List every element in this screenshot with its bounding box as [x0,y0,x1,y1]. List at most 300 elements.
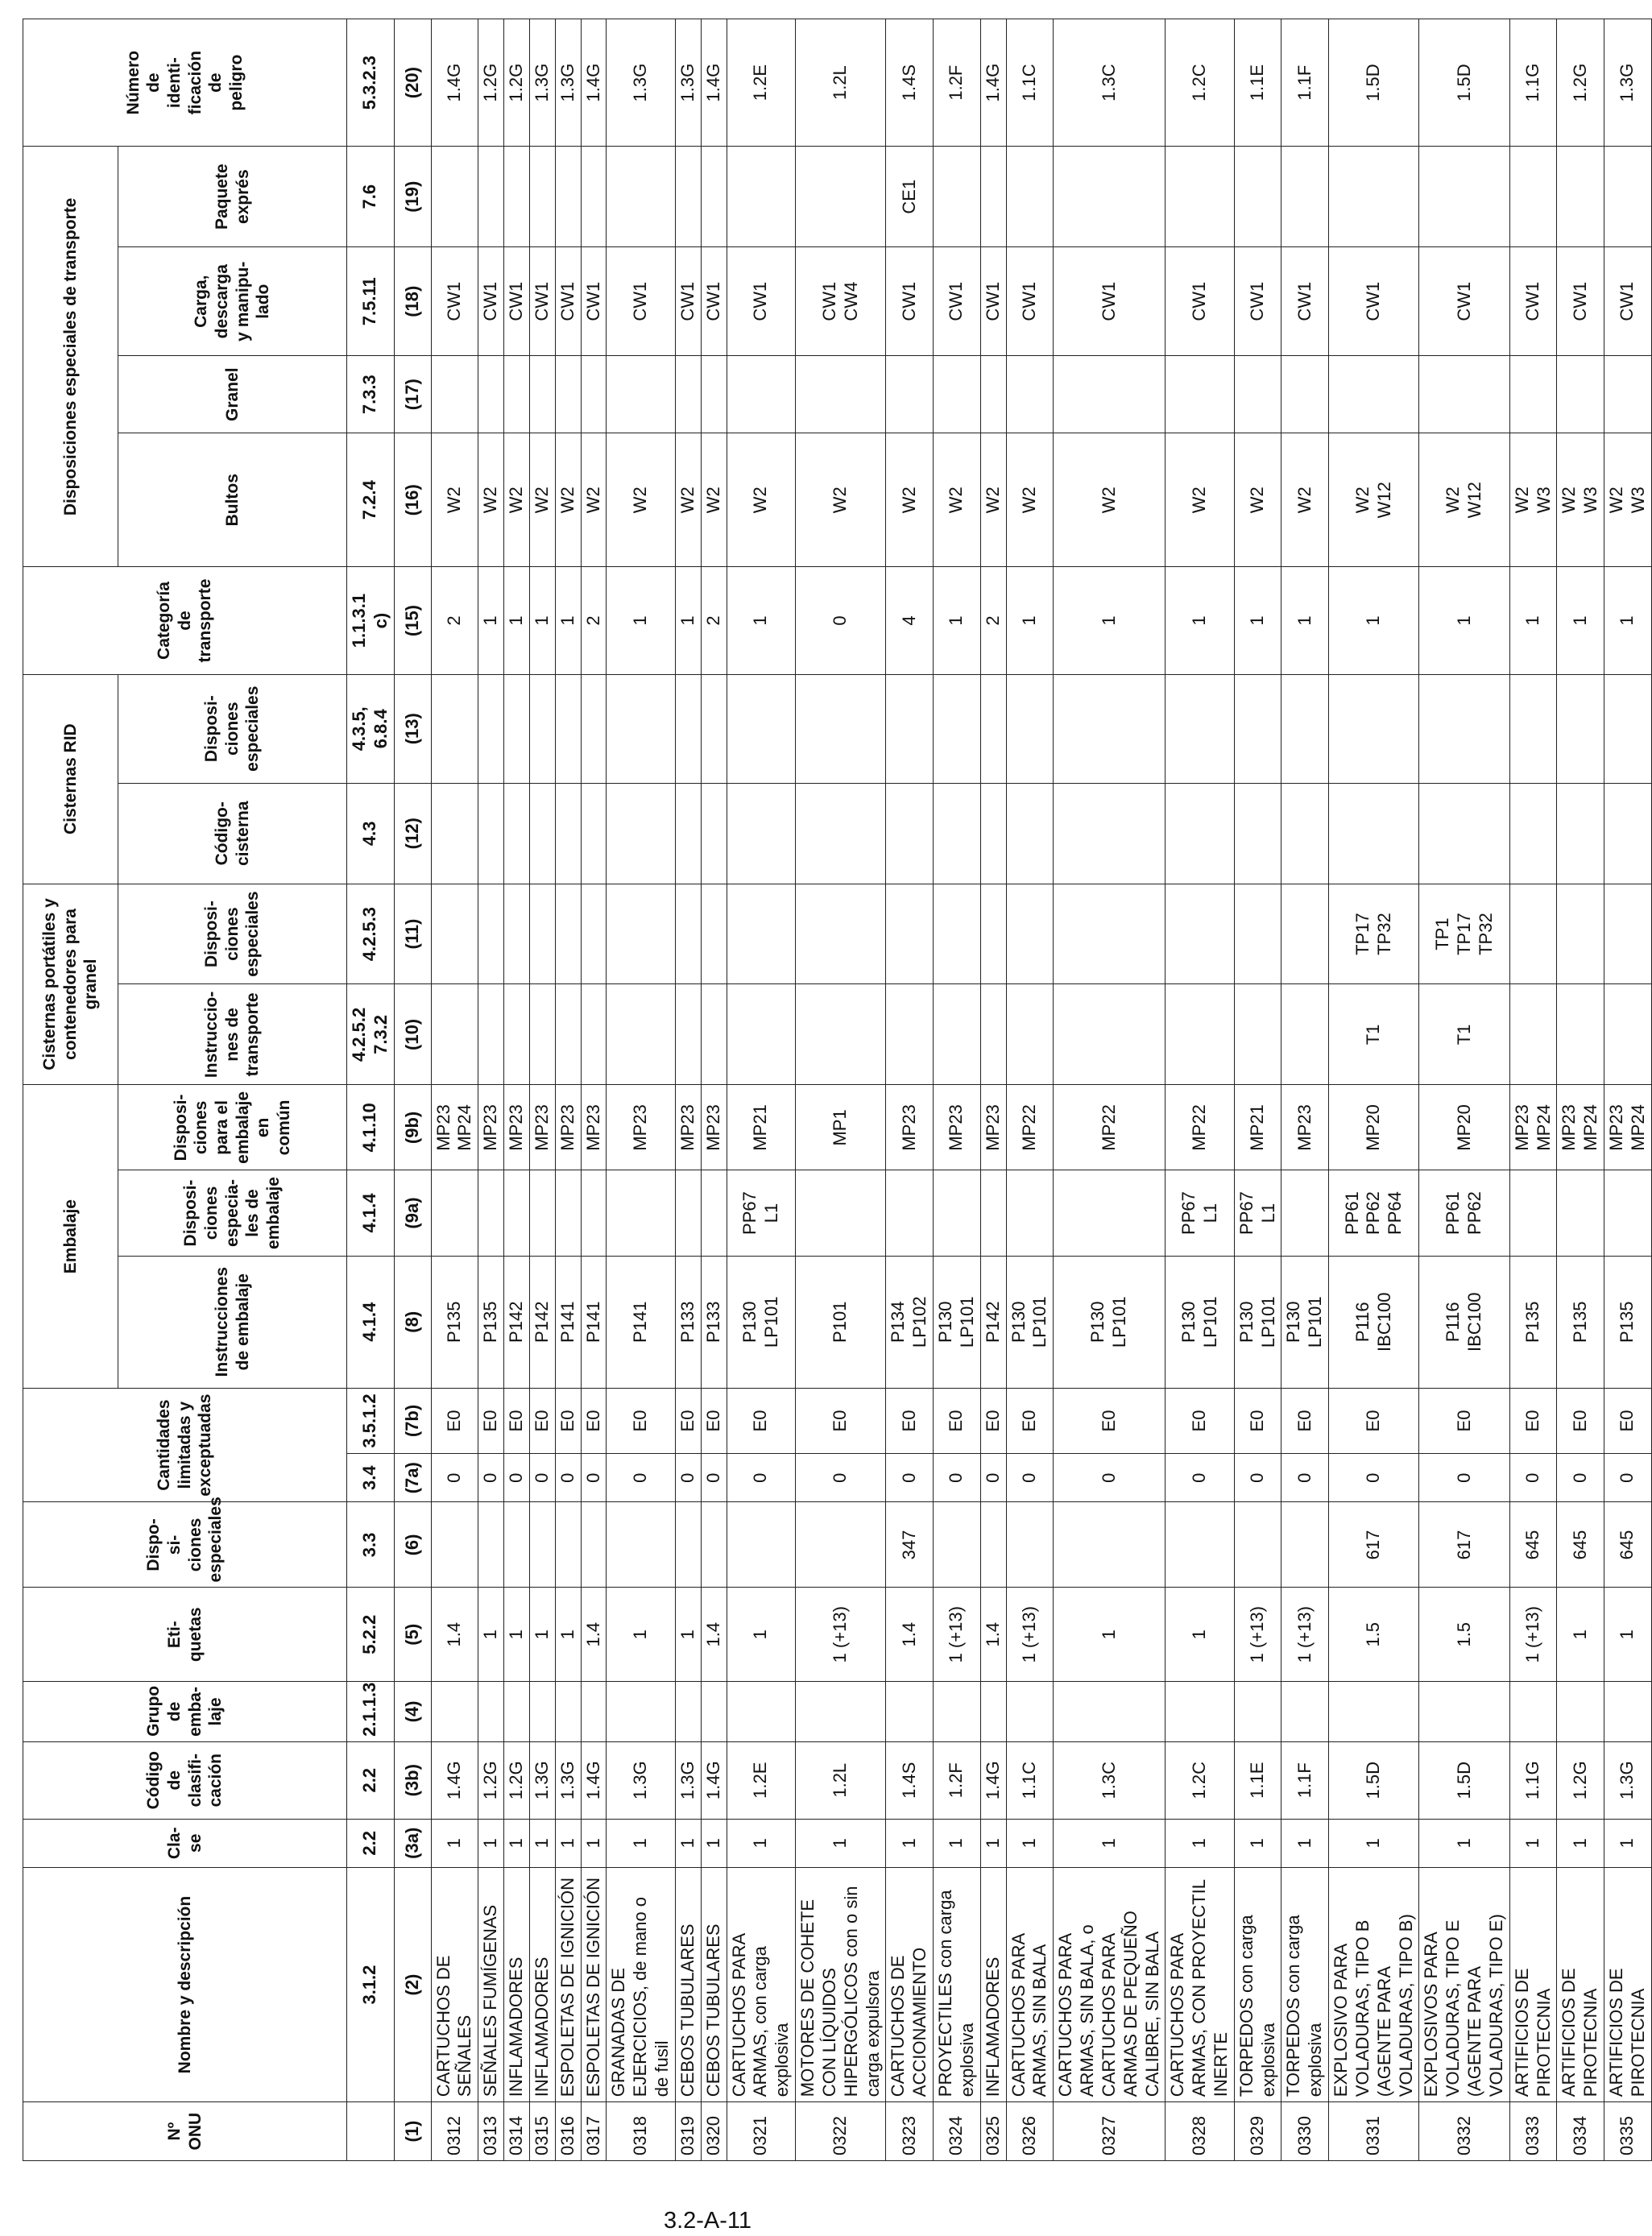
table-cell: W2 [1006,433,1054,567]
table-cell: CW1 CW4 [796,247,886,356]
table-cell: W2 [1234,433,1281,567]
table-cell: 1.4G [581,19,607,147]
table-cell: 2.1.1.3 [347,1682,395,1742]
table-cell [1604,783,1652,884]
table-cell: 1 [980,1819,1006,1867]
table-cell: 1 [555,1588,581,1682]
table-cell: E0 [529,1388,555,1453]
table-cell [478,984,504,1085]
table-cell [504,1682,530,1742]
table-cell [478,356,504,433]
table-cell [607,1682,675,1742]
table-row [796,19,886,2161]
table-cell [555,1682,581,1742]
table-cell: 617 [1329,1502,1419,1588]
table-cell: W2 [727,433,795,567]
table-cell [1557,1682,1604,1742]
table-cell [431,783,478,884]
table-cell: CW1 [1234,247,1281,356]
table-cell: P141 [581,1256,607,1388]
table-cell [934,884,981,984]
table-cell [607,674,675,783]
table-row [701,19,727,2161]
table-cell: (19) [394,147,431,247]
table-cell [701,1682,727,1742]
table-row [504,19,530,2161]
table-cell [1509,1682,1557,1742]
table-cell [727,1502,795,1588]
table-cell [934,1502,981,1588]
table-cell: W2 [607,433,675,567]
table-cell: E0 [1557,1388,1604,1453]
table-cell: P133 [675,1256,701,1388]
table-cell: E0 [980,1388,1006,1453]
table-cell: CW1 [727,247,795,356]
table-cell: 1.1C [1006,19,1054,147]
table-cell: 1 [478,1588,504,1682]
table-cell: CW1 [581,247,607,356]
table-cell: E0 [1166,1388,1234,1453]
table-cell: P133 [701,1256,727,1388]
table-cell [529,1502,555,1588]
table-cell: 0334 [1557,2102,1604,2161]
table-cell: CARTUCHOS PARA ARMAS, con carga explosiva [727,1867,795,2101]
table-cell: 0332 [1419,2102,1509,2161]
table-cell [1509,356,1557,433]
table-cell: PROYECTILES con carga explosiva [934,1867,981,2101]
table-cell: (16) [394,433,431,567]
table-cell: 1 [1234,1819,1281,1867]
table-cell: CW1 [607,247,675,356]
table-cell: P135 [478,1256,504,1388]
table-cell [1604,1682,1652,1742]
table-cell [1234,984,1281,1085]
table-cell: 1.4 [980,1588,1006,1682]
table-cell: 1.4S [886,19,934,147]
table-row [1557,19,1604,2161]
table-cell: 1 [1557,1588,1604,1682]
table-cell: T1 [1419,984,1509,1085]
table-cell [796,1682,886,1742]
table-cell: E0 [934,1388,981,1453]
table-cell: P130 LP101 [1234,1256,1281,1388]
table-cell: P135 [1604,1256,1652,1388]
table-cell [701,984,727,1085]
table-cell [675,783,701,884]
table-cell: 0315 [529,2102,555,2161]
table-cell: 3.4 [347,1454,395,1502]
table-cell: 0 [796,567,886,674]
table-cell: CW1 [934,247,981,356]
header-grupo: Grupo de emba- laje [23,1682,347,1742]
table-cell [529,356,555,433]
table-cell: 0 [529,1454,555,1502]
table-cell: (12) [394,783,431,884]
table-cell: 1.4G [431,19,478,147]
table-cell [607,884,675,984]
table-cell: 0324 [934,2102,981,2161]
table-cell: 7.2.4 [347,433,395,567]
table-cell [555,674,581,783]
table-cell [529,1682,555,1742]
table-cell [980,783,1006,884]
table-cell: 1.3G [555,19,581,147]
table-cell [934,984,981,1085]
table-cell [1419,674,1509,783]
table-cell: W2 W3 [1509,433,1557,567]
header-cisternas-portatiles: Cisternas portátiles y contenedores para granel [23,884,118,1085]
table-cell: P130 LP101 [1281,1256,1329,1388]
table-cell: 1 [1604,567,1652,674]
table-cell: 0 [1054,1454,1166,1502]
table-cell: 1.4G [431,1741,478,1819]
table-row [478,19,504,2161]
table-cell: P142 [529,1256,555,1388]
table-cell: 1.4S [886,1741,934,1819]
table-cell [886,356,934,433]
table-cell: 0335 [1604,2102,1652,2161]
table-cell [1281,674,1329,783]
table-cell: 1.1C [1006,1741,1054,1819]
table-row [1054,19,1166,2161]
table-cell: 0 [431,1454,478,1502]
table-cell: 645 [1509,1502,1557,1588]
table-cell: MP23 [701,1085,727,1170]
table-cell: 0323 [886,2102,934,2161]
table-cell: CEBOS TUBULARES [675,1867,701,2101]
table-cell: (5) [394,1588,431,1682]
table-cell: 0 [478,1454,504,1502]
table-cell: 4.1.10 [347,1085,395,1170]
table-cell: 617 [1419,1502,1509,1588]
table-cell: CW1 [1166,247,1234,356]
table-cell [607,1170,675,1256]
table-cell: E0 [1234,1388,1281,1453]
table-cell [431,984,478,1085]
table-cell: 0 [1006,1454,1054,1502]
table-cell: W2 [701,433,727,567]
table-cell [886,674,934,783]
table-cell: W2 [581,433,607,567]
table-cell: P130 LP101 [1006,1256,1054,1388]
table-cell: 1 [934,1819,981,1867]
table-cell [347,2102,395,2161]
table-cell: 3.5.1.2 [347,1388,395,1453]
header-embalaje: Embalaje [23,1085,118,1389]
header-carga: Carga, descarga y manipu- lado [118,247,347,356]
table-cell: 1 [504,567,530,674]
table-cell: 1.5D [1329,1741,1419,1819]
table-cell [796,356,886,433]
table-cell: 1.2G [478,1741,504,1819]
table-cell: W2 [675,433,701,567]
table-cell: PP67 L1 [1166,1170,1234,1256]
header-disposiciones-transporte: Disposiciones especiales de transporte [23,147,118,567]
table-cell [1281,1170,1329,1256]
table-body [347,19,1652,2161]
table-cell: 1.1E [1234,1741,1281,1819]
table-cell: CW1 [980,247,1006,356]
table-cell [675,356,701,433]
table-cell: CW1 [1329,247,1419,356]
table-cell: MP23 MP24 [1509,1085,1557,1170]
table-cell: CARTUCHOS DE ACCIONAMIENTO [886,1867,934,2101]
table-cell: PP61 PP62 PP64 [1329,1170,1419,1256]
table-row [1329,19,1419,2161]
table-cell: INFLAMADORES [529,1867,555,2101]
table-cell [934,674,981,783]
table-cell: CW1 [1281,247,1329,356]
table-cell: P101 [796,1256,886,1388]
table-cell: 0 [1281,1454,1329,1502]
table-cell [581,147,607,247]
table-cell: MP23 [675,1085,701,1170]
table-cell: MP23 [529,1085,555,1170]
table-cell: 0 [581,1454,607,1502]
table-cell [1054,1170,1166,1256]
table-cell: E0 [581,1388,607,1453]
table-cell: ESPOLETAS DE IGNICIÓN [581,1867,607,2101]
table-cell [529,884,555,984]
table-cell [675,884,701,984]
table-cell [934,783,981,884]
table-cell [934,356,981,433]
table-cell: 4.1.4 [347,1256,395,1388]
table-cell [1166,147,1234,247]
table-cell: 1.4G [980,19,1006,147]
table-cell: TP1 TP17 TP32 [1419,884,1509,984]
table-cell: 1.1F [1281,1741,1329,1819]
table-cell: P116 IBC100 [1329,1256,1419,1388]
table-cell [727,1682,795,1742]
header-paquete: Paquete exprés [118,147,347,247]
table-cell: 1.4G [980,1741,1006,1819]
table-cell: 1 [1166,1588,1234,1682]
table-cell [431,884,478,984]
table-cell: 1.2G [504,19,530,147]
table-cell: (1) [394,2102,431,2161]
table-cell [796,147,886,247]
table-cell: 1.5D [1419,1741,1509,1819]
table-row [675,19,701,2161]
table-cell [607,984,675,1085]
table-cell: MP23 [607,1085,675,1170]
table-cell: ARTIFICIOS DE PIROTECNIA [1604,1867,1652,2101]
table-cell [1234,674,1281,783]
table-cell [1281,984,1329,1085]
table-cell [1006,1682,1054,1742]
table-cell: 0 [1234,1454,1281,1502]
table-cell: E0 [1604,1388,1652,1453]
table-cell: 0325 [980,2102,1006,2161]
table-cell [431,1502,478,1588]
table-cell [431,674,478,783]
table-cell [1419,783,1509,884]
table-cell: CW1 [701,247,727,356]
table-cell: P141 [555,1256,581,1388]
table-cell: 1 [581,1819,607,1867]
table-cell [1329,783,1419,884]
table-cell [1419,356,1509,433]
table-cell: 1.2G [504,1741,530,1819]
table-cell: CW1 [431,247,478,356]
table-cell: 1 [1509,567,1557,674]
table-cell [504,356,530,433]
table-cell: 1 [1166,567,1234,674]
table-cell: 0317 [581,2102,607,2161]
table-cell: 2 [581,567,607,674]
table-cell: CW1 [1604,247,1652,356]
table-cell [1329,674,1419,783]
table-cell: 0316 [555,2102,581,2161]
table-cell: 1.3G [675,1741,701,1819]
table-cell: W2 [478,433,504,567]
table-row [1604,19,1652,2161]
table-cell: 1.1G [1509,19,1557,147]
table-cell [555,984,581,1085]
table-cell: 1 [1419,1819,1509,1867]
table-cell: 1.1F [1281,19,1329,147]
table-cell [1006,1502,1054,1588]
table-cell: 1.3G [607,19,675,147]
table-cell [478,783,504,884]
table-cell: P130 LP101 [1166,1256,1234,1388]
table-cell [796,783,886,884]
table-cell [701,783,727,884]
table-cell [934,1682,981,1742]
table-cell: MP23 MP24 [1604,1085,1652,1170]
table-cell [1329,356,1419,433]
table-cell: CW1 [504,247,530,356]
table-cell [478,1682,504,1742]
table-cell [478,674,504,783]
table-cell: 0 [727,1454,795,1502]
table-cell [980,984,1006,1085]
table-cell: P134 LP102 [886,1256,934,1388]
table-cell: MP23 [934,1085,981,1170]
table-cell: 1.3G [607,1741,675,1819]
page-footer: 3.2-A-11 [663,2208,752,2234]
table-row [727,19,795,2161]
table-cell: 1 (+13) [1006,1588,1054,1682]
table-cell: 1.5 [1329,1588,1419,1682]
table-cell [581,1502,607,1588]
table-cell: W2 [504,433,530,567]
table-cell: 0314 [504,2102,530,2161]
table-cell: E0 [727,1388,795,1453]
table-cell: 1.5 [1419,1588,1509,1682]
table-cell [1006,674,1054,783]
table-row [1234,19,1281,2161]
table-cell: 2.2 [347,1741,395,1819]
table-cell: ARTIFICIOS DE PIROTECNIA [1509,1867,1557,2101]
table-cell [1557,783,1604,884]
table-cell: (7b) [394,1388,431,1453]
table-cell [980,1502,1006,1588]
table-row [607,19,675,2161]
table-cell [555,1170,581,1256]
table-cell: 1 [675,1588,701,1682]
table-cell: 3.1.2 [347,1867,395,2101]
table-cell: MP1 [796,1085,886,1170]
table-cell: (6) [394,1502,431,1588]
table-cell: 0 [1166,1454,1234,1502]
table-cell: W2 [529,433,555,567]
table-cell [1006,147,1054,247]
table-cell: T1 [1329,984,1419,1085]
table-cell: 0333 [1509,2102,1557,2161]
table-cell [934,1170,981,1256]
table-cell [727,884,795,984]
table-cell [675,1682,701,1742]
table-cell [431,1682,478,1742]
table-cell: 1 [675,1819,701,1867]
table-cell: E0 [1419,1388,1509,1453]
table-cell: 645 [1557,1502,1604,1588]
table-cell: 1.3C [1054,1741,1166,1819]
table-cell: GRANADAS DE EJERCICIOS, de mano o de fusil [607,1867,675,2101]
table-cell [675,674,701,783]
table-cell: W2 [886,433,934,567]
table-row [1006,19,1054,2161]
table-cell: CARTUCHOS DE SEÑALES [431,1867,478,2101]
header-categoria: Categoría de transporte [23,567,347,674]
table-cell [934,147,981,247]
table-cell [701,1502,727,1588]
table-cell: CE1 [886,147,934,247]
table-cell: 1 (+13) [1234,1588,1281,1682]
table-cell: 1 [607,567,675,674]
table-cell: 4.2.5.3 [347,884,395,984]
table-cell [1234,1502,1281,1588]
table-cell: 1.1.3.1 c) [347,567,395,674]
table-cell [796,1502,886,1588]
table-cell: CARTUCHOS PARA ARMAS, SIN BALA [1006,1867,1054,2101]
header-bultos: Bultos [118,433,347,567]
table-cell: 5.2.2 [347,1588,395,1682]
table-cell: 0 [555,1454,581,1502]
table-cell: 1.3C [1054,19,1166,147]
reference-row [347,19,395,2161]
table-cell: EXPLOSIVO PARA VOLADURAS, TIPO B (AGENTE PARA VOLADURAS, TIPO B) [1329,1867,1419,2101]
table-cell [1557,984,1604,1085]
table-cell: 0 [1604,1454,1652,1502]
table-cell [1234,884,1281,984]
table-cell [727,147,795,247]
table-cell: 0329 [1234,2102,1281,2161]
table-cell [980,1170,1006,1256]
table-cell [1234,147,1281,247]
table-cell: 1.2C [1166,19,1234,147]
table-cell: CW1 [1054,247,1166,356]
table-cell [431,1170,478,1256]
table-cell [1557,1170,1604,1256]
table-cell [675,1170,701,1256]
table-cell: (9b) [394,1085,431,1170]
header-instrucciones-embalaje: Instrucciones de embalaje [118,1256,347,1388]
table-cell [529,674,555,783]
dangerous-goods-table [23,19,1652,2161]
table-cell [529,147,555,247]
table-cell: MP23 MP24 [1557,1085,1604,1170]
table-cell: TORPEDOS con carga explosiva [1234,1867,1281,2101]
table-cell: 7.5.11 [347,247,395,356]
table-row [934,19,981,2161]
table-cell: MP22 [1006,1085,1054,1170]
table-cell [1166,674,1234,783]
table-cell: 0327 [1054,2102,1166,2161]
table-cell: 645 [1604,1502,1652,1588]
